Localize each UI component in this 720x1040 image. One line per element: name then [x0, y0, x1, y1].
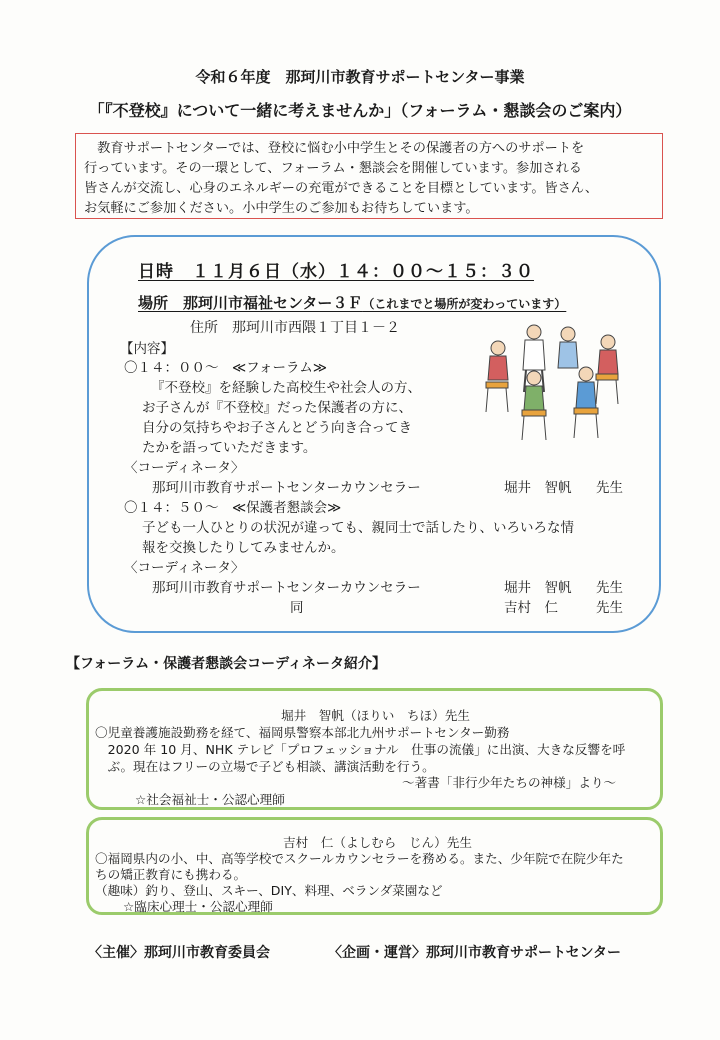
profile-line: ちの矯正教育にも携わる。 — [95, 867, 247, 882]
coordinator-intro-heading: 【フォーラム・保護者懇談会コーディネータ紹介】 — [66, 656, 387, 672]
coordinator-name: 堀井 智帆 — [504, 480, 572, 496]
forum-desc-line: お子さんが『不登校』だった保護者の方に、 — [142, 400, 412, 416]
event-address: 住所 那珂川市西隈１丁目１－２ — [190, 320, 400, 336]
contents-heading: 【内容】 — [120, 341, 174, 357]
coordinator-title: 先生 — [596, 480, 623, 496]
place-name: 場所 那珂川市福祉センター３Ｆ — [138, 294, 363, 312]
coordinator-label: 〈コーディネータ〉 — [124, 460, 245, 476]
footer-organizer: 〈主催〉那珂川市教育委員会 — [88, 945, 270, 961]
profile-name: 吉村 仁（よしむら じん）先生 — [283, 835, 472, 850]
intro-line: 行っています。その一環として、フォーラム・懇談会を開催しています。参加される — [84, 161, 582, 176]
meeting-desc-line: 子ども一人ひとりの状況が違っても、親同士で話したり、いろいろな情 — [142, 520, 574, 536]
people-circle-illustration — [478, 312, 630, 452]
event-place — [138, 292, 566, 313]
intro-line: お気軽にご参加ください。小中学生のご参加もお待ちしています。 — [84, 201, 479, 216]
meeting-time: 〇１４：５０～ ≪保護者懇談会≫ — [124, 500, 342, 516]
page-title: 「『不登校』について一緒に考えませんか」（フォーラム・懇談会のご案内） — [88, 101, 632, 120]
intro-line: 教育サポートセンターでは、登校に悩む小中学生とその保護者の方へのサポートを — [84, 141, 585, 156]
same-org-mark: 同 — [290, 600, 304, 616]
footer-operator: 〈企画・運営〉那珂川市教育サポートセンター — [328, 945, 622, 961]
intro-box — [75, 133, 663, 219]
coordinator-org: 那珂川市教育サポートセンターカウンセラー — [152, 580, 421, 596]
forum-time: 〇１４：００～ ≪フォーラム≫ — [124, 360, 327, 376]
profile-qualification: ☆社会福祉士・公認心理師 — [135, 792, 285, 807]
event-datetime: 日時 １１月６日（水）１４：００～１５：３０ — [138, 262, 534, 282]
profile-line: （趣味）釣り、登山、スキー、DIY、料理、ベランダ菜園など — [95, 883, 443, 898]
profile-source: ～著書「非行少年たちの神様」より～ — [402, 775, 617, 790]
place-note: （これまでと場所が変わっています） — [362, 297, 567, 311]
profile-line: 〇児童養護施設勤務を経て、福岡県警察本部北九州サポートセンター勤務 — [95, 725, 510, 740]
forum-desc-line: たかを語っていただきます。 — [142, 440, 317, 456]
coordinator-label: 〈コーディネータ〉 — [124, 560, 245, 576]
profile-line: 2020 年 10 月、NHK テレビ「プロフェッショナル 仕事の流儀」に出演、大きな反響を呼 — [95, 742, 626, 757]
profile-qualification: ☆臨床心理士・公認心理師 — [123, 899, 273, 914]
coordinator-profile-card — [86, 817, 663, 915]
coordinator-name: 堀井 智帆 — [504, 580, 572, 596]
coordinator-org: 那珂川市教育サポートセンターカウンセラー — [152, 480, 421, 496]
coordinator-profile-card — [86, 688, 663, 810]
header-subtitle: 令和６年度 那珂川市教育サポートセンター事業 — [195, 68, 525, 86]
coordinator-title: 先生 — [596, 580, 623, 596]
intro-line: 皆さんが交流し、心身のエネルギーの充電ができることを目標としています。皆さん、 — [84, 181, 599, 196]
forum-desc-line: 自分の気持ちやお子さんとどう向き合ってき — [142, 420, 412, 436]
profile-line: 〇福岡県内の小、中、高等学校でスクールカウンセラーを務める。また、少年院で在院少年た — [95, 851, 624, 866]
forum-desc-line: 『不登校』を経験した高校生や社会人の方、 — [151, 380, 421, 396]
profile-name: 堀井 智帆（ほりい ちほ）先生 — [281, 708, 470, 723]
coordinator-name: 吉村 仁 — [504, 600, 558, 616]
profile-line: ぶ。現在はフリーの立場で子ども相談、講演活動を行う。 — [95, 759, 435, 774]
coordinator-title: 先生 — [596, 600, 623, 616]
meeting-desc-line: 報を交換したりしてみませんか。 — [142, 540, 345, 556]
